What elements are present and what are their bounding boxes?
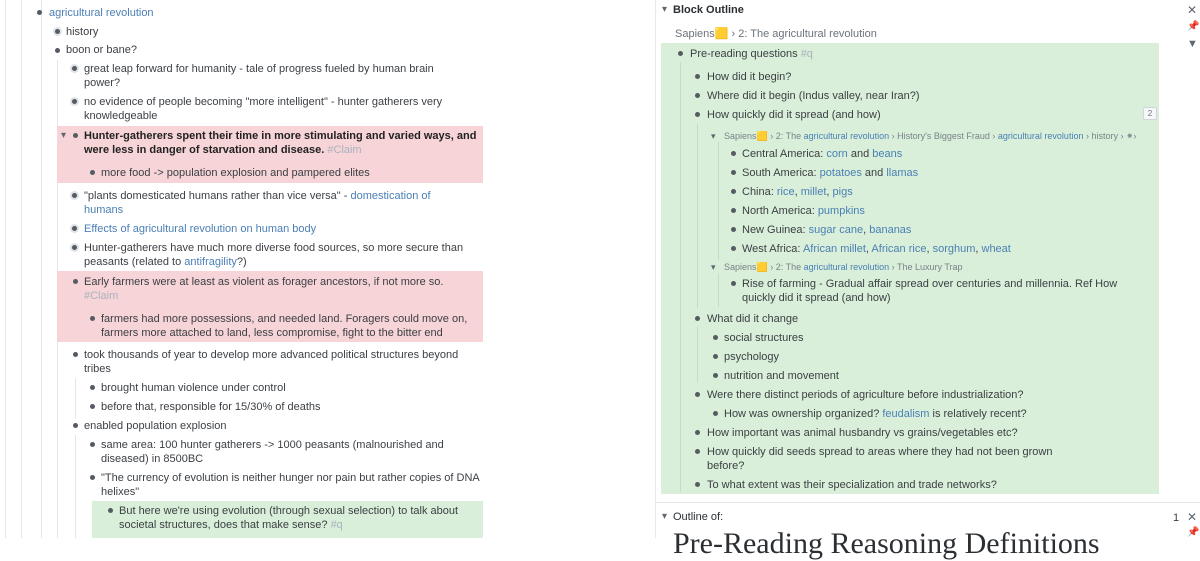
block-text[interactable]: psychology <box>724 351 780 363</box>
bullet[interactable] <box>73 279 78 284</box>
block-text[interactable]: tribes <box>84 363 111 375</box>
block-text[interactable]: How important was animal husbandry vs grains/vegetables etc? <box>707 427 1018 439</box>
block-text[interactable] <box>119 518 343 532</box>
crumb[interactable]: history <box>1091 131 1118 141</box>
bullet[interactable] <box>731 246 736 251</box>
block-text[interactable]: farmers more attached to land, less compromise, fight to the bitter end <box>101 327 443 339</box>
indent-guide <box>5 0 6 538</box>
block-text[interactable] <box>742 166 918 180</box>
page-link[interactable]: corn <box>826 148 848 160</box>
q-tag[interactable]: #q <box>800 48 813 60</box>
panel-title: Block Outline <box>673 4 744 16</box>
block-history[interactable]: history <box>66 26 99 38</box>
crumb-link[interactable]: agricultural revolution <box>803 262 890 272</box>
page-link[interactable]: pigs <box>832 186 853 198</box>
q-tag[interactable]: #q <box>330 519 343 531</box>
block-text[interactable]: knowledgeable <box>84 110 158 122</box>
collapse-arrow-icon[interactable]: ▾ <box>61 130 67 141</box>
panel-divider <box>656 502 1200 503</box>
bullet[interactable] <box>713 335 718 340</box>
page-link[interactable]: beans <box>872 148 903 160</box>
bullet[interactable] <box>731 208 736 213</box>
breadcrumb-page[interactable]: 2: The agricultural revolution <box>738 28 877 40</box>
text: , <box>865 243 872 255</box>
block-text[interactable] <box>742 147 902 161</box>
bullet[interactable] <box>678 51 683 56</box>
text: South America: <box>742 167 820 179</box>
pin-icon[interactable]: 📌 <box>1187 527 1200 538</box>
text: , <box>926 243 933 255</box>
crumb[interactable]: Sapiens🟨 <box>724 262 768 272</box>
crumb-link[interactable]: agricultural revolution <box>803 131 890 141</box>
block-text[interactable]: "The currency of evolution is neither hunger nor pain but rather copies of DNA <box>101 472 480 484</box>
block-text[interactable]: How quickly did it spread (and how) <box>707 109 881 121</box>
indent-guide <box>697 124 698 308</box>
block-text[interactable]: before that, responsible for 15/30% of deaths <box>101 401 321 413</box>
indent-guide <box>718 273 719 307</box>
text: North America: <box>742 205 818 217</box>
page-link[interactable]: rice <box>776 186 795 198</box>
block-text[interactable] <box>84 189 431 203</box>
block-text[interactable]: nutrition and movement <box>724 370 839 382</box>
block-text[interactable]: Hunter-gatherers have much more diverse food sources, so more secure than <box>84 242 464 254</box>
bullet[interactable] <box>695 93 700 98</box>
bullet[interactable] <box>70 64 79 73</box>
bullet[interactable] <box>70 243 79 252</box>
page-link[interactable]: domestication of <box>350 190 431 202</box>
bullet[interactable] <box>90 170 95 175</box>
indent-guide <box>41 0 42 538</box>
bullet[interactable] <box>90 404 95 409</box>
chevron-right-icon: › <box>731 28 736 40</box>
page-link[interactable]: wheat <box>981 243 1011 255</box>
text: "plants domesticated humans rather than vice versa" - <box>84 190 351 202</box>
block-text[interactable]: How did it begin? <box>707 71 792 83</box>
page-link[interactable]: millet <box>800 186 827 198</box>
page-link[interactable]: pumpkins <box>817 205 865 217</box>
page-link[interactable]: llamas <box>886 167 919 179</box>
indent-guide <box>718 142 719 260</box>
bullet[interactable] <box>695 74 700 79</box>
close-icon[interactable]: ✕ <box>1187 510 1198 524</box>
collapse-arrow-icon[interactable]: ▾ <box>662 4 668 15</box>
bullet[interactable] <box>90 475 95 480</box>
block-text[interactable]: took thousands of year to develop more advanced political structures beyond <box>84 349 459 361</box>
text: and <box>847 148 873 160</box>
bullet[interactable] <box>70 224 79 233</box>
bullet[interactable] <box>731 170 736 175</box>
text: China: <box>742 186 777 198</box>
block-text[interactable] <box>690 47 813 61</box>
page-link[interactable]: humans <box>84 204 124 216</box>
text: societal structures, does that make sense? <box>119 519 328 531</box>
block-text[interactable]: more food -> population explosion and pampered elites <box>101 167 370 179</box>
claim-text-bold: were less in danger of starvation and disease. <box>84 144 325 156</box>
claim-text[interactable]: Hunter-gatherers spent their time in more stimulating and varied ways, and <box>84 130 477 142</box>
block-text[interactable]: power? <box>84 77 121 89</box>
sidebar-divider <box>655 0 656 538</box>
page-link[interactable]: Effects of agricultural revolution on human body <box>84 223 317 235</box>
text: ?) <box>236 256 247 268</box>
bullet[interactable] <box>731 151 736 156</box>
text: is relatively recent? <box>929 408 1027 420</box>
bullet[interactable] <box>73 133 78 138</box>
bullet[interactable] <box>713 373 718 378</box>
pin-icon[interactable]: 📌 <box>1187 21 1200 32</box>
block-text[interactable]: To what extent was their specialization and trade networks? <box>707 479 997 491</box>
text: Central America: <box>742 148 827 160</box>
block-text[interactable]: diseased) in 8500BC <box>101 453 204 465</box>
block-text[interactable]: What did it change <box>707 313 799 325</box>
indent-guide <box>75 378 76 418</box>
block-text[interactable] <box>742 204 865 218</box>
indent-guide <box>21 0 22 538</box>
breadcrumb[interactable] <box>675 27 877 41</box>
bullet[interactable] <box>731 189 736 194</box>
bullet[interactable] <box>53 27 62 36</box>
claim-tag[interactable]: #Claim <box>84 290 119 302</box>
bullet[interactable] <box>73 352 78 357</box>
page-link[interactable]: feudalism <box>882 408 930 420</box>
bullet[interactable] <box>90 442 95 447</box>
page-link[interactable]: bananas <box>869 224 912 236</box>
block-text[interactable]: before? <box>707 460 745 472</box>
bullet[interactable] <box>695 316 700 321</box>
block-text[interactable] <box>84 255 247 269</box>
bullet[interactable] <box>695 430 700 435</box>
text: West Africa: <box>742 243 803 255</box>
bullet[interactable] <box>90 316 95 321</box>
block-text[interactable] <box>724 407 1027 421</box>
panel-title: Outline of: <box>673 511 724 523</box>
page-link[interactable]: potatoes <box>819 167 862 179</box>
block-text[interactable]: no evidence of people becoming "more intelligent" - hunter gatherers very <box>84 96 443 108</box>
indent-guide <box>697 327 698 383</box>
outline-count: 1 <box>1173 512 1180 524</box>
bullet[interactable] <box>695 482 700 487</box>
bullet[interactable] <box>70 97 79 106</box>
indent-guide <box>75 435 76 538</box>
bullet[interactable] <box>713 354 718 359</box>
reference-breadcrumb[interactable]: Sapiens🟨 › 2: The agricultural revolution › The Luxury Trap <box>724 262 963 272</box>
bullet[interactable] <box>713 411 718 416</box>
text: , <box>826 186 833 198</box>
text: Pre-reading questions <box>690 48 798 60</box>
text: How was ownership organized? <box>724 408 883 420</box>
page-link[interactable]: sorghum <box>932 243 976 255</box>
block-text[interactable] <box>742 223 911 237</box>
text: and <box>861 167 887 179</box>
claim-tag[interactable]: #Claim <box>327 144 362 156</box>
crumb[interactable]: Sapiens🟨 <box>724 131 768 141</box>
bullet[interactable] <box>695 449 700 454</box>
block-text[interactable]: Were there distinct periods of agriculture before industrialization? <box>707 389 1024 401</box>
text: , <box>863 224 870 236</box>
block-text[interactable]: enabled population explosion <box>84 420 227 432</box>
reference-count-badge[interactable]: 2 <box>1143 107 1157 120</box>
outline-page-title[interactable]: Pre-Reading Reasoning Definitions <box>673 527 1100 560</box>
text: , <box>794 186 801 198</box>
bullet[interactable] <box>70 191 79 200</box>
indent-guide <box>680 62 681 492</box>
claim-text[interactable] <box>84 143 362 157</box>
page-link[interactable]: African millet <box>802 243 866 255</box>
bullet[interactable] <box>73 423 78 428</box>
crumb[interactable]: 2: The <box>775 262 804 272</box>
block-boon-or-bane[interactable]: boon or bane? <box>66 44 137 56</box>
bullet[interactable] <box>55 48 60 53</box>
block-text[interactable] <box>742 242 1011 256</box>
crumb-link[interactable]: agricultural revolution <box>997 131 1084 141</box>
text: peasants (related to <box>84 256 185 268</box>
block-text[interactable]: How quickly did seeds spread to areas where they had not been grown <box>707 446 1053 458</box>
reference-breadcrumb[interactable]: Sapiens🟨 › 2: The agricultural revolution › History's Biggest Fraud › agricultural revolution › history › ⁕› <box>724 131 1137 141</box>
block-text[interactable] <box>742 185 853 199</box>
text: , <box>975 243 982 255</box>
bullet[interactable] <box>37 10 42 15</box>
bullet[interactable] <box>695 112 700 117</box>
crumb[interactable]: History's Biggest Fraud <box>897 131 990 141</box>
block-text[interactable]: social structures <box>724 332 804 344</box>
bullet[interactable] <box>108 508 113 513</box>
bullet[interactable] <box>731 227 736 232</box>
block-text[interactable]: farmers had more possessions, and needed land. Foragers could move on, <box>101 313 468 325</box>
crumb[interactable]: The Luxury Trap <box>896 262 963 272</box>
text: New Guinea: <box>742 224 809 236</box>
claim-text[interactable]: Early farmers were at least as violent as forager ancestors, if not more so. <box>84 276 444 288</box>
breadcrumb-root[interactable]: Sapiens🟨 <box>675 28 729 40</box>
block-text[interactable]: Rise of farming - Gradual affair spread over centuries and millennia. Ref How <box>742 278 1118 290</box>
bullet[interactable] <box>90 385 95 390</box>
crumb[interactable]: 2: The <box>775 131 804 141</box>
block-text[interactable]: same area: 100 hunter gatherers -> 1000 peasants (malnourished and <box>101 439 444 451</box>
bullet[interactable] <box>695 392 700 397</box>
block-text[interactable]: Where did it begin (Indus valley, near Iran?) <box>707 90 920 102</box>
block-text[interactable]: brought human violence under control <box>101 382 286 394</box>
collapse-arrow-icon[interactable]: ▾ <box>662 511 668 522</box>
page-link[interactable]: sugar cane <box>808 224 864 236</box>
bullet[interactable] <box>731 281 736 286</box>
collapse-arrow-icon[interactable]: ▾ <box>711 262 716 272</box>
block-agricultural-revolution[interactable]: agricultural revolution <box>49 7 154 19</box>
block-text[interactable]: quickly did it spread (and how) <box>742 292 891 304</box>
collapse-arrow-icon[interactable]: ▾ <box>711 131 716 141</box>
close-icon[interactable]: ✕ <box>1187 3 1198 17</box>
block-text[interactable]: great leap forward for humanity - tale of progress fueled by human brain <box>84 63 434 75</box>
block-text[interactable]: But here we're using evolution (through sexual selection) to talk about <box>119 505 459 517</box>
filter-icon[interactable]: ▼ <box>1187 38 1198 50</box>
page-link[interactable]: antifragility <box>184 256 237 268</box>
page-link[interactable]: African rice <box>871 243 927 255</box>
block-text[interactable]: helixes" <box>101 486 140 498</box>
